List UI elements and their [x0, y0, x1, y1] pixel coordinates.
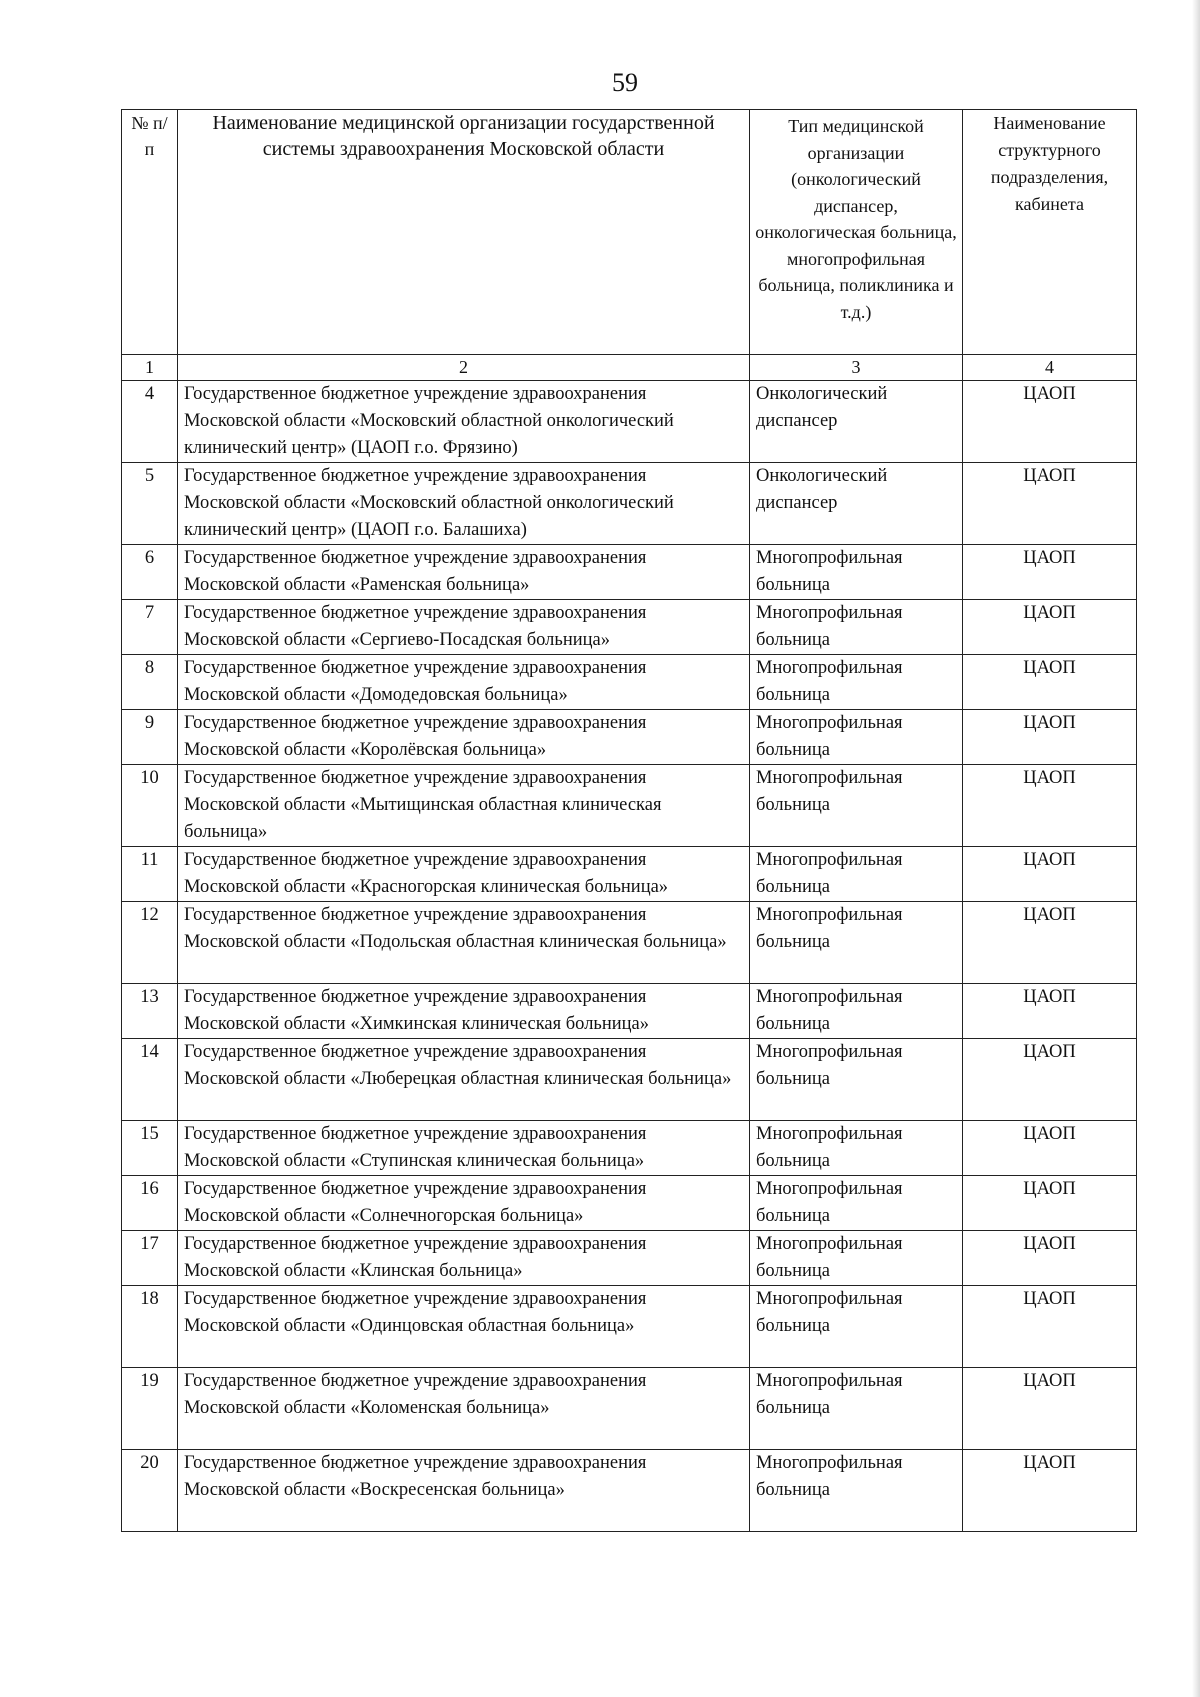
department-name: ЦАОП [963, 1450, 1137, 1532]
table-row [122, 381, 1137, 463]
row-number: 20 [122, 1450, 178, 1532]
row-number: 11 [122, 847, 178, 902]
table-row [122, 984, 1137, 1039]
row-number: 8 [122, 655, 178, 710]
row-number: 10 [122, 765, 178, 847]
table-row [122, 1286, 1137, 1368]
department-name: ЦАОП [963, 1368, 1137, 1450]
organization-name: Государственное бюджетное учреждение здравоохранения Московской области «Солнечногорская больница» [178, 1176, 750, 1231]
organization-name: Государственное бюджетное учреждение здравоохранения Московской области «Воскресенская больница» [178, 1450, 750, 1532]
department-name: ЦАОП [963, 902, 1137, 984]
table-row [122, 1231, 1137, 1286]
organization-type: Многопрофильная больница [750, 847, 963, 902]
organization-type: Многопрофильная больница [750, 1231, 963, 1286]
scan-edge [1192, 0, 1200, 1697]
organizations-table [121, 109, 1137, 1532]
organization-type: Многопрофильная больница [750, 1368, 963, 1450]
table-row [122, 710, 1137, 765]
organization-name: Государственное бюджетное учреждение здравоохранения Московской области «Клинская больница» [178, 1231, 750, 1286]
department-name: ЦАОП [963, 1039, 1137, 1121]
table-row [122, 1039, 1137, 1121]
column-number: 4 [963, 355, 1137, 381]
department-name: ЦАОП [963, 765, 1137, 847]
row-number: 9 [122, 710, 178, 765]
organization-name: Государственное бюджетное учреждение здравоохранения Московской области «Красногорская клиническая больница» [178, 847, 750, 902]
organization-name: Государственное бюджетное учреждение здравоохранения Московской области «Раменская больница» [178, 545, 750, 600]
table-row [122, 765, 1137, 847]
table-row [122, 1121, 1137, 1176]
organization-type: Многопрофильная больница [750, 984, 963, 1039]
organization-type: Многопрофильная больница [750, 545, 963, 600]
department-name: ЦАОП [963, 545, 1137, 600]
organization-name: Государственное бюджетное учреждение здравоохранения Московской области «Ступинская клиническая больница» [178, 1121, 750, 1176]
department-name: ЦАОП [963, 984, 1137, 1039]
organization-type: Многопрофильная больница [750, 1286, 963, 1368]
row-number: 16 [122, 1176, 178, 1231]
department-name: ЦАОП [963, 1176, 1137, 1231]
department-name: ЦАОП [963, 381, 1137, 463]
row-number: 12 [122, 902, 178, 984]
organization-name: Государственное бюджетное учреждение здравоохранения Московской области «Мытищинская областная клиническая больница» [178, 765, 750, 847]
department-name: ЦАОП [963, 847, 1137, 902]
row-number: 15 [122, 1121, 178, 1176]
organization-type: Онкологический диспансер [750, 463, 963, 545]
table-row [122, 600, 1137, 655]
department-name: ЦАОП [963, 463, 1137, 545]
organization-type: Многопрофильная больница [750, 1121, 963, 1176]
table-row [122, 1368, 1137, 1450]
header-number: № п/п [122, 110, 178, 355]
department-name: ЦАОП [963, 600, 1137, 655]
table-row [122, 1176, 1137, 1231]
table-row [122, 1450, 1137, 1532]
organization-name: Государственное бюджетное учреждение здравоохранения Московской области «Московский областной онкологический клинический центр» (ЦАОП г.о. Балашиха) [178, 463, 750, 545]
row-number: 19 [122, 1368, 178, 1450]
row-number: 7 [122, 600, 178, 655]
table-row [122, 545, 1137, 600]
row-number: 18 [122, 1286, 178, 1368]
organization-name: Государственное бюджетное учреждение здравоохранения Московской области «Подольская областная клиническая больница» [178, 902, 750, 984]
row-number: 4 [122, 381, 178, 463]
organization-type: Онкологический диспансер [750, 381, 963, 463]
organization-type: Многопрофильная больница [750, 655, 963, 710]
organization-name: Государственное бюджетное учреждение здравоохранения Московской области «Химкинская клиническая больница» [178, 984, 750, 1039]
organization-name: Государственное бюджетное учреждение здравоохранения Московской области «Королёвская больница» [178, 710, 750, 765]
table-row [122, 847, 1137, 902]
organization-type: Многопрофильная больница [750, 902, 963, 984]
organization-name: Государственное бюджетное учреждение здравоохранения Московской области «Сергиево-Посадская больница» [178, 600, 750, 655]
header-department-name: Наименование структурного подразделения, кабинета [963, 110, 1137, 355]
column-number: 1 [122, 355, 178, 381]
row-number: 13 [122, 984, 178, 1039]
department-name: ЦАОП [963, 1121, 1137, 1176]
page-number: 59 [612, 68, 638, 97]
header-organization-type: Тип медицинской организации (онкологический диспансер, онкологическая больница, многопрофильная больница, поликлиника и т.д.) [750, 110, 963, 355]
department-name: ЦАОП [963, 655, 1137, 710]
department-name: ЦАОП [963, 710, 1137, 765]
organization-name: Государственное бюджетное учреждение здравоохранения Московской области «Люберецкая областная клиническая больница» [178, 1039, 750, 1121]
table-row [122, 655, 1137, 710]
organization-name: Государственное бюджетное учреждение здравоохранения Московской области «Московский областной онкологический клинический центр» (ЦАОП г.о. Фрязино) [178, 381, 750, 463]
column-numbers-row [122, 355, 1137, 381]
table-row [122, 463, 1137, 545]
column-number: 2 [178, 355, 750, 381]
row-number: 5 [122, 463, 178, 545]
organization-type: Многопрофильная больница [750, 1039, 963, 1121]
table-header-row [122, 110, 1137, 355]
organization-name: Государственное бюджетное учреждение здравоохранения Московской области «Домодедовская больница» [178, 655, 750, 710]
row-number: 14 [122, 1039, 178, 1121]
column-number: 3 [750, 355, 963, 381]
organization-name: Государственное бюджетное учреждение здравоохранения Московской области «Коломенская больница» [178, 1368, 750, 1450]
department-name: ЦАОП [963, 1286, 1137, 1368]
row-number: 17 [122, 1231, 178, 1286]
organization-type: Многопрофильная больница [750, 1176, 963, 1231]
organization-name: Государственное бюджетное учреждение здравоохранения Московской области «Одинцовская областная больница» [178, 1286, 750, 1368]
organization-type: Многопрофильная больница [750, 765, 963, 847]
header-organization-name: Наименование медицинской организации государственной системы здравоохранения Московской области [178, 110, 750, 355]
department-name: ЦАОП [963, 1231, 1137, 1286]
organization-type: Многопрофильная больница [750, 600, 963, 655]
organization-type: Многопрофильная больница [750, 710, 963, 765]
row-number: 6 [122, 545, 178, 600]
table-row [122, 902, 1137, 984]
organization-type: Многопрофильная больница [750, 1450, 963, 1532]
